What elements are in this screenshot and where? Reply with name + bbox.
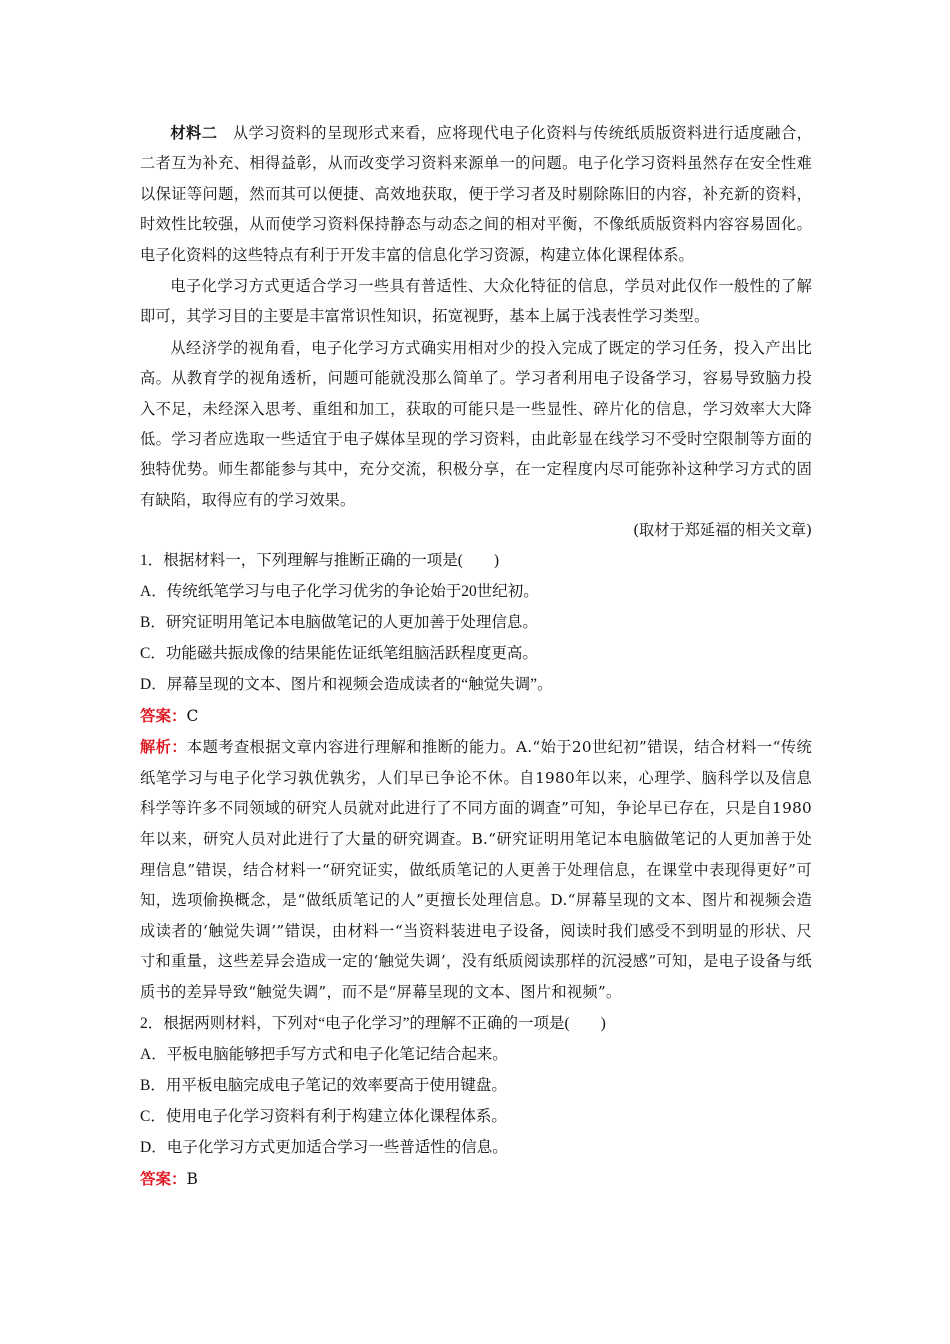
material2-paragraph-2: 电子化学习方式更适合学习一些具有普适性、大众化特征的信息，学员对此仅作一般性的了解即可，其学习目的主要是丰富常识性知识，拓宽视野，基本上属于浅表性学习类型。 — [140, 277, 812, 326]
material2-label: 材料二 — [170, 124, 218, 142]
question-1-option-a: A．传统纸笔学习与电子化学习优劣的争论始于20世纪初。 — [140, 583, 539, 601]
question-2-stem: 2．根据两则材料，下列对“电子化学习”的理解不正确的一项是( ) — [140, 1014, 606, 1032]
question-2-answer — [140, 1163, 812, 1195]
question-1-answer — [140, 700, 812, 732]
question-1-option-b: B．研究证明用笔记本电脑做笔记的人更加善于处理信息。 — [140, 614, 538, 632]
answer-label: 答案： — [140, 706, 187, 726]
answer-value: C — [186, 707, 199, 726]
analysis-text: 本题考查根据文章内容进行理解和推断的能力。A.“始于20世纪初”错误，结合材料一“传统纸笔学习与电子化学习孰优孰劣，人们早已争论不休。自1980年以来，心理学、脑科学以及信息科学等许多不同领域的研究人员就对此进行了不同方面的调查”可知，争论早已存在，只是自1980年以来，研究人员对此进行了大量的研究调查。B.“研究证明用笔记本电脑做笔记的人更加善于处理信息”错误，结合材料一“研究证实，做纸质笔记的人更善于处理信息，在课堂中表现得更好”可知，选项偷换概念，是“做纸质笔记的人”更擅长处理信息。D.“屏幕呈现的文本、图片和视频会造成读者的‘触觉失调’”错误，由材料一“当资料装进电子设备，阅读时我们感受不到明显的形状、尺寸和重量，这些差异会造成一定的‘触觉失调’，没有纸质阅读那样的沉浸感”可知，是电子设备与纸质书的差异导致“触觉失调”，而不是“屏幕呈现的文本、图片和视频”。 — [140, 738, 812, 1002]
document-page — [140, 118, 812, 1195]
material2-paragraph-1 — [140, 118, 812, 270]
question-2-option-d: D．电子化学习方式更加适合学习一些普适性的信息。 — [140, 1138, 508, 1156]
answer-label: 答案： — [140, 1168, 187, 1188]
source-citation: (取材于郑延福的相关文章) — [633, 521, 812, 540]
answer-value: B — [186, 1169, 198, 1188]
question-2-option-c: C．使用电子化学习资料有利于构建立体化课程体系。 — [140, 1107, 507, 1125]
material2-p1-text: 从学习资料的呈现形式来看，应将现代电子化资料与传统纸质版资料进行适度融合，二者互为补充、相得益彰，从而改变学习资料来源单一的问题。电子化学习资料虽然存在安全性难以保证等问题，然而其可以便捷、高效地获取，便于学习者及时剔除陈旧的内容，补充新的资料，时效性比较强，从而使学习资料保持静态与动态之间的相对平衡，不像纸质版资料内容容易固化。电子化资料的这些特点有利于开发丰富的信息化学习资源，构建立体化课程体系。 — [140, 124, 812, 264]
material2-paragraph-3: 从经济学的视角看，电子化学习方式确实用相对少的投入完成了既定的学习任务，投入产出比高。从教育学的视角透析，问题可能就没那么简单了。学习者利用电子设备学习，容易导致脑力投入不足，未经深入思考、重组和加工，获取的可能只是一些显性、碎片化的信息，学习效率大大降低。学习者应选取一些适宜于电子媒体呈现的学习资料，由此彰显在线学习不受时空限制等方面的独特优势。师生都能参与其中，充分交流，积极分享，在一定程度内尽可能弥补这种学习方式的固有缺陷，取得应有的学习效果。 — [140, 338, 812, 509]
question-1-stem: 1．根据材料一，下列理解与推断正确的一项是( ) — [140, 552, 500, 570]
question-1-analysis — [140, 732, 812, 1007]
question-2-option-a: A．平板电脑能够把手写方式和电子化笔记结合起来。 — [140, 1045, 508, 1063]
question-2-option-b: B．用平板电脑完成电子笔记的效率要高于使用键盘。 — [140, 1076, 507, 1094]
question-1-option-d: D．屏幕呈现的文本、图片和视频会造成读者的“触觉失调”。 — [140, 676, 553, 694]
analysis-label: 解析： — [140, 738, 187, 757]
question-1-option-c: C．功能磁共振成像的结果能佐证纸笔组脑活跃程度更高。 — [140, 645, 538, 663]
